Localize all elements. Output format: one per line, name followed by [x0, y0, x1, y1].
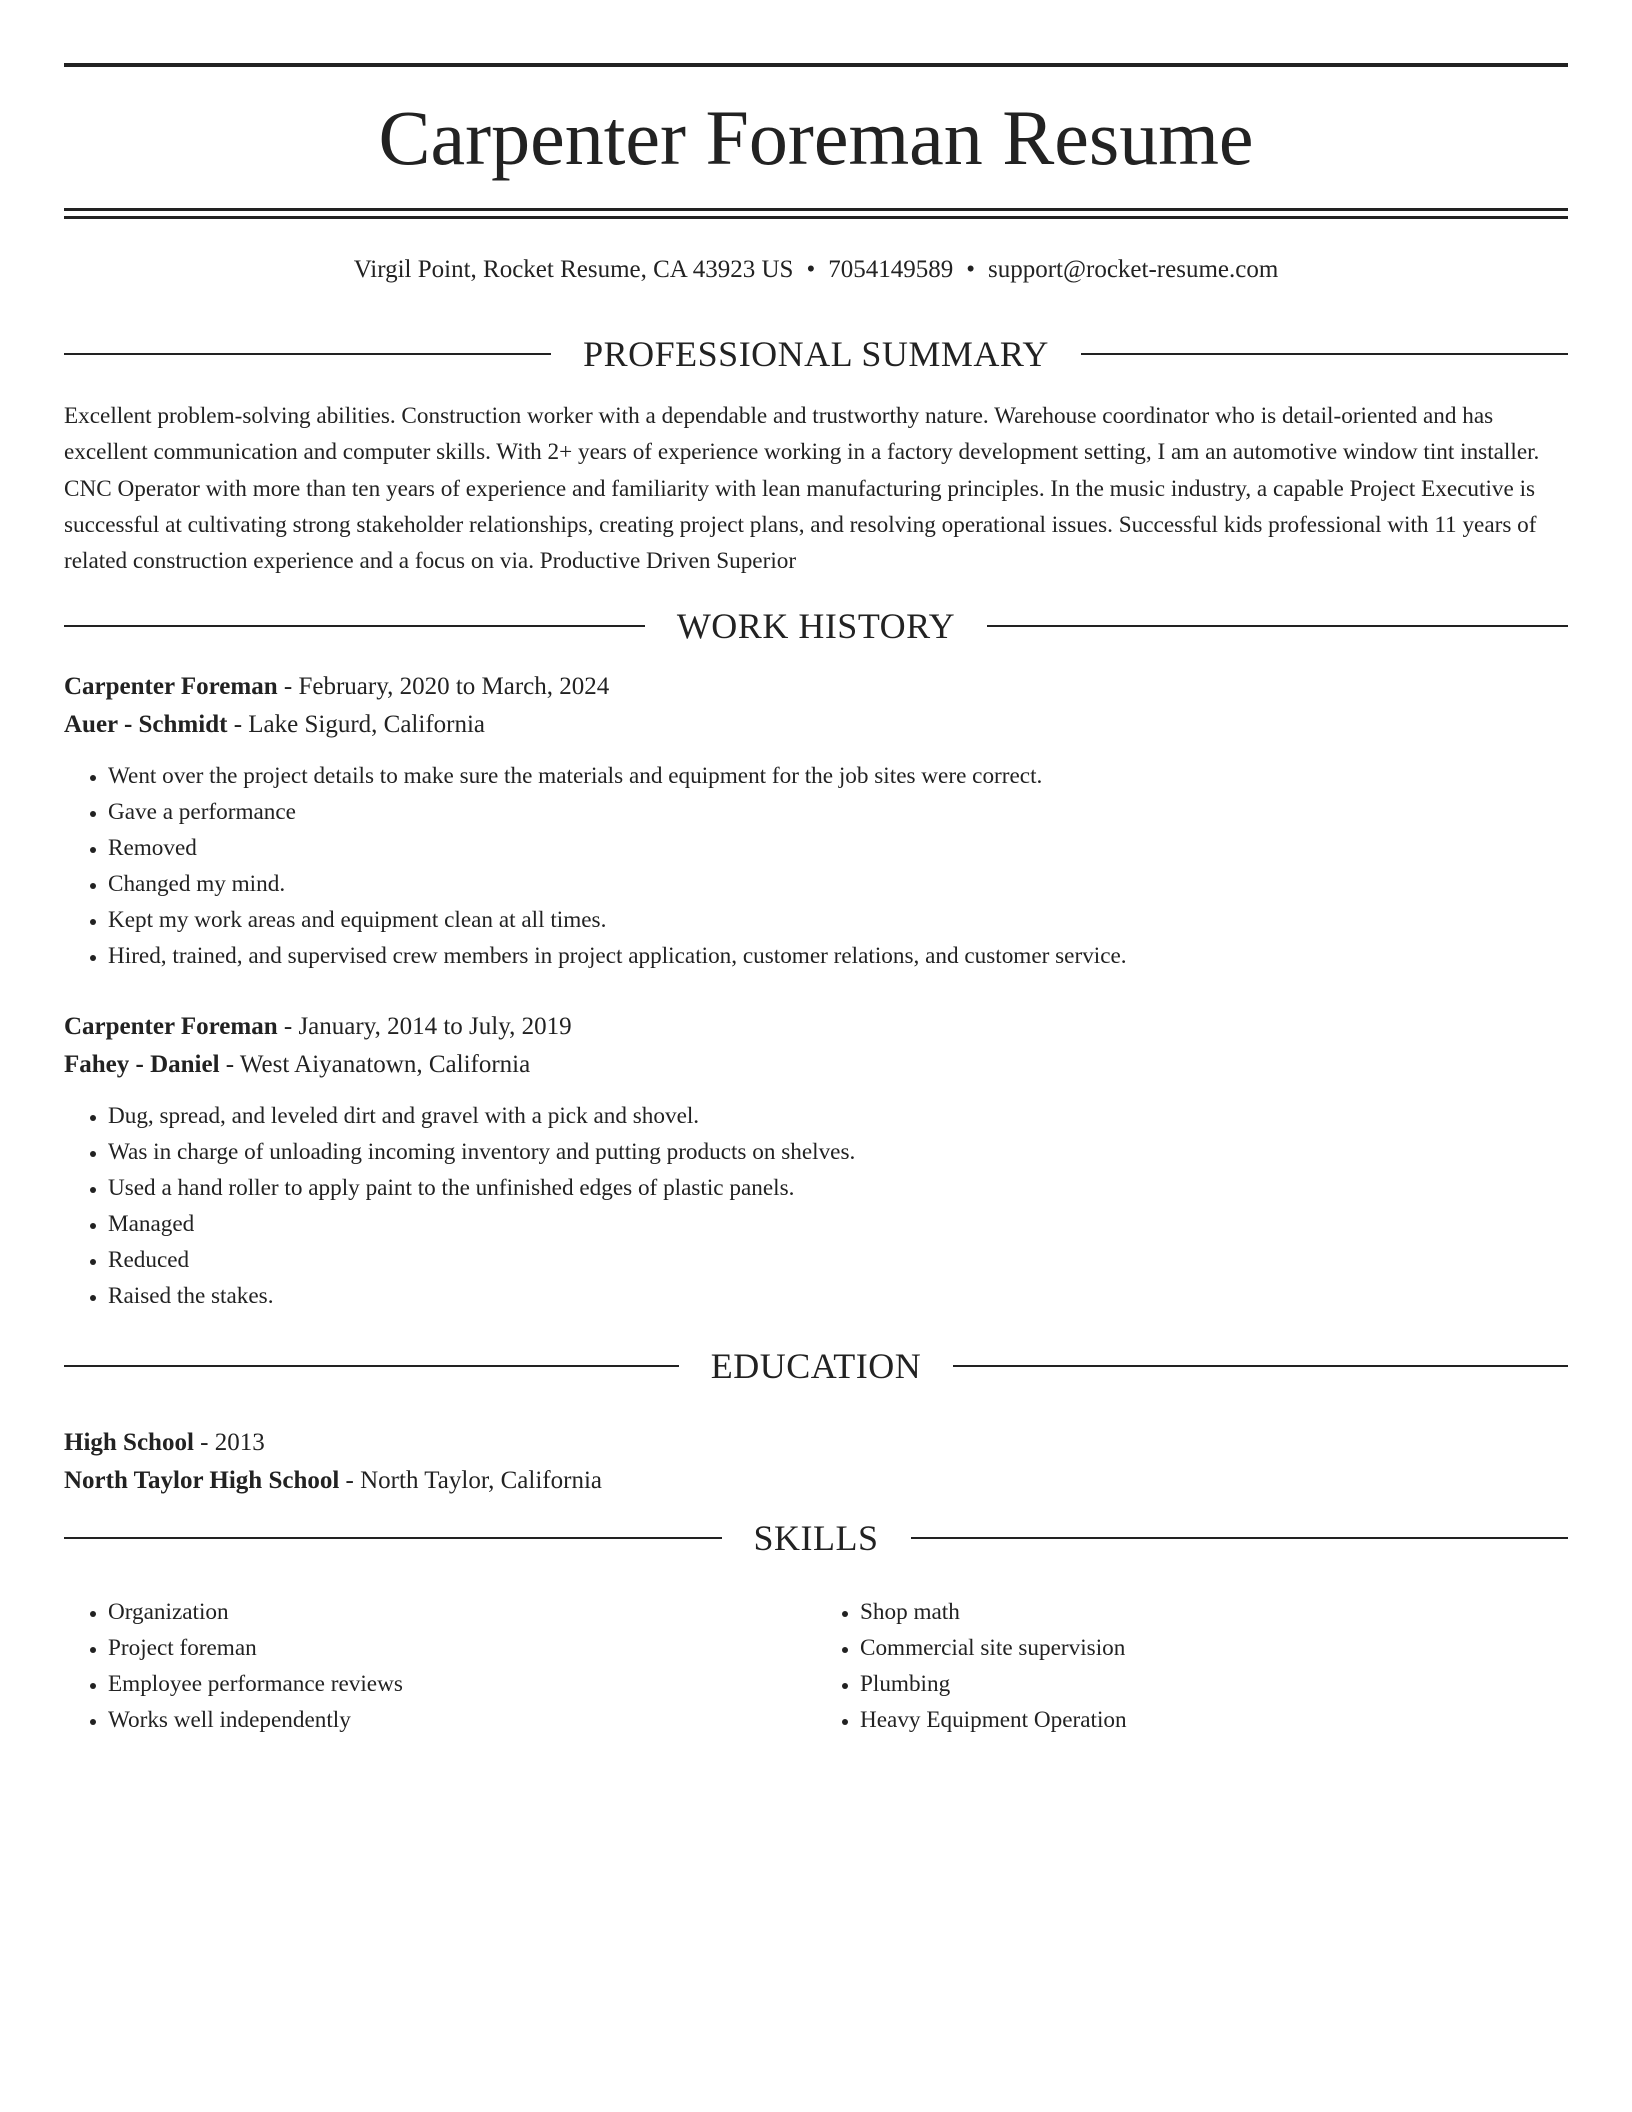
job-bullets	[64, 1098, 1568, 1314]
skill-item: • Employee performance reviews	[108, 1666, 816, 1702]
skills-list-left	[64, 1594, 816, 1738]
skill-item: • Commercial site supervision	[860, 1630, 1568, 1666]
job-title: Carpenter Foreman	[64, 673, 278, 700]
section-header-summary	[64, 332, 1568, 376]
skill-item: • Shop math	[860, 1594, 1568, 1630]
list-item: • Dug, spread, and leveled dirt and gravel with a pick and shovel.	[108, 1098, 1568, 1134]
section-rule	[987, 625, 1568, 627]
section-title: PROFESSIONAL SUMMARY	[583, 334, 1049, 374]
skill-item: • Plumbing	[860, 1666, 1568, 1702]
section-header-work	[64, 604, 1568, 648]
job-company: Fahey - Daniel	[64, 1051, 220, 1078]
contact-phone: 7054149589	[828, 256, 954, 283]
job-title-line	[64, 668, 1568, 706]
list-item: • Went over the project details to make sure the materials and equipment for the job sites were correct.	[108, 758, 1568, 794]
job-entry	[64, 668, 1568, 974]
education-year: - 2013	[193, 1429, 265, 1456]
skill-item: • Organization	[108, 1594, 816, 1630]
section-rule	[953, 1365, 1568, 1367]
list-item: • Gave a performance	[108, 794, 1568, 830]
skill-item: • Project foreman	[108, 1630, 816, 1666]
job-entry	[64, 1008, 1568, 1314]
skills-list-right	[816, 1594, 1568, 1738]
section-title: EDUCATION	[710, 1346, 922, 1386]
section-header-education	[64, 1344, 1568, 1388]
section-rule	[64, 353, 551, 355]
section-rule	[1081, 353, 1568, 355]
list-item: • Used a hand roller to apply paint to the unfinished edges of plastic panels.	[108, 1170, 1568, 1206]
top-rule	[64, 63, 1568, 67]
section-rule	[64, 1365, 679, 1367]
job-title: Carpenter Foreman	[64, 1013, 278, 1040]
education-location: - North Taylor, California	[339, 1467, 602, 1494]
contact-address: Virgil Point, Rocket Resume, CA 43923 US	[353, 256, 794, 283]
education-school: North Taylor High School	[64, 1467, 340, 1494]
section-rule	[911, 1537, 1569, 1539]
list-item: • Reduced	[108, 1242, 1568, 1278]
job-company: Auer - Schmidt	[64, 711, 228, 738]
contact-separator: •	[806, 256, 816, 283]
contact-email[interactable]: support@rocket-resume.com	[987, 256, 1279, 283]
job-dates: - February, 2020 to March, 2024	[277, 673, 610, 700]
education-entry	[64, 1424, 1568, 1500]
resume-title: Carpenter Foreman Resume	[378, 94, 1254, 181]
job-location: - Lake Sigurd, California	[227, 711, 486, 738]
skills-columns	[64, 1594, 1568, 1738]
section-rule	[64, 625, 645, 627]
job-company-line	[64, 1046, 1568, 1084]
list-item: • Was in charge of unloading incoming inventory and putting products on shelves.	[108, 1134, 1568, 1170]
contact-line	[64, 252, 1568, 288]
education-degree-line	[64, 1424, 1568, 1462]
section-header-skills	[64, 1516, 1568, 1560]
education-degree: High School	[64, 1429, 194, 1456]
section-title: SKILLS	[753, 1518, 879, 1558]
skill-item: • Works well independently	[108, 1702, 816, 1738]
section-title: WORK HISTORY	[676, 606, 956, 646]
skill-item: • Heavy Equipment Operation	[860, 1702, 1568, 1738]
job-location: - West Aiyanatown, California	[219, 1051, 531, 1078]
double-rule-upper	[64, 208, 1568, 211]
list-item: • Changed my mind.	[108, 866, 1568, 902]
list-item: • Removed	[108, 830, 1568, 866]
section-rule	[64, 1537, 722, 1539]
summary-paragraph: Excellent problem-solving abilities. Construction worker with a dependable and trustworthy nature. Warehouse coordinator who is detail-oriented and has excellent communication and computer skills. With 2+ years of experience working in a factory development setting, I am an automotive window tint installer. CNC Operator with more than ten years of experience and familiarity with lean manufacturing principles. In the music industry, a capable Project Executive is successful at cultivating strong stakeholder relationships, creating project plans, and resolving operational issues. Successful kids professional with 11 years of related construction experience and a focus on via. Productive Driven Superior	[64, 403, 1540, 575]
job-title-line	[64, 1008, 1568, 1046]
list-item: • Managed	[108, 1206, 1568, 1242]
job-bullets	[64, 758, 1568, 974]
job-dates: - January, 2014 to July, 2019	[277, 1013, 572, 1040]
contact-separator: •	[966, 256, 975, 283]
job-company-line	[64, 706, 1568, 744]
list-item: • Raised the stakes.	[108, 1278, 1568, 1314]
list-item: • Hired, trained, and supervised crew members in project application, customer relations, and customer service.	[108, 938, 1568, 974]
double-rule-lower	[64, 216, 1568, 219]
education-school-line	[64, 1462, 1568, 1500]
list-item: • Kept my work areas and equipment clean at all times.	[108, 902, 1568, 938]
